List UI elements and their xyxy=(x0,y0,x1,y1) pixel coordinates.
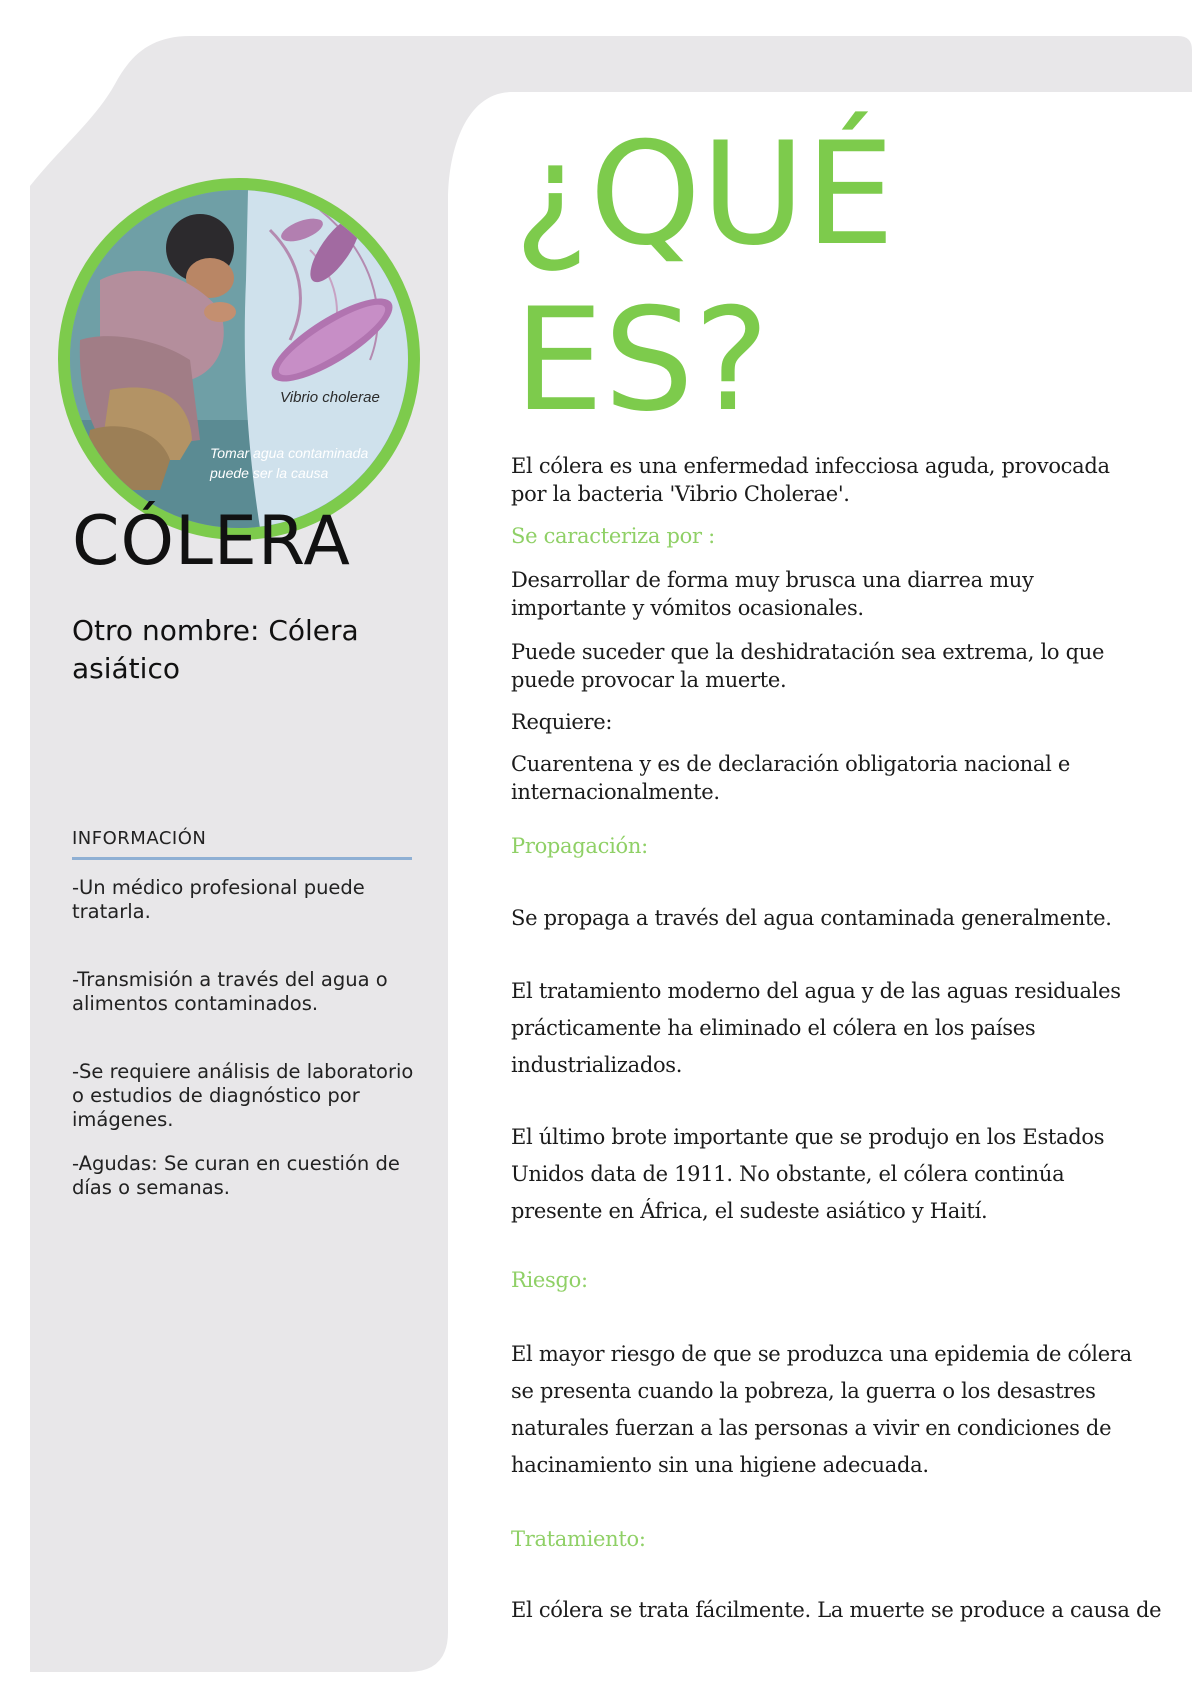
cholera-photo xyxy=(58,178,420,540)
subheading-caracteriza: Se caracteriza por : xyxy=(511,524,715,548)
intro-paragraph: El cólera es una enfermedad infecciosa aguda, provocada por la bacteria 'Vibrio Cholerae'. xyxy=(511,454,1110,506)
info-item: -Transmisión a través del agua o alimentos contaminados. xyxy=(72,968,388,1015)
big-heading-line2: ES? xyxy=(514,278,770,443)
paragraph-requiere: Cuarentena y es de declaración obligatoria nacional e internacionalmente. xyxy=(511,752,1071,804)
info-item: -Se requiere análisis de laboratorio o estudios de diagnóstico por imágenes. xyxy=(72,1060,414,1131)
bacteria-label: Vibrio cholerae xyxy=(280,389,380,406)
paragraph-caracteriza-1: Desarrollar de forma muy brusca una diarrea muy importante y vómitos ocasionales. xyxy=(511,568,1034,620)
paragraph-tratamiento: El cólera se trata fácilmente. La muerte se produce a causa de xyxy=(511,1598,1162,1622)
big-heading-line1: ¿QUÉ xyxy=(514,112,895,277)
paragraph-propagacion-2: El tratamiento moderno del agua y de las aguas residuales prácticamente ha eliminado el cólera en los países industrializados. xyxy=(511,979,1121,1077)
requiere-label: Requiere: xyxy=(511,710,613,734)
paragraph-propagacion-1: Se propaga a través del agua contaminada generalmente. xyxy=(511,906,1112,930)
photo-caption-line1: Tomar agua contaminada xyxy=(210,445,369,461)
subheading-tratamiento: Tratamiento: xyxy=(511,1527,646,1551)
paragraph-propagacion-3: El último brote importante que se produjo en los Estados Unidos data de 1911. No obstante, el cólera continúa presente en África, el sudeste asiático y Haití. xyxy=(511,1125,1105,1223)
info-item: -Un médico profesional puede tratarla. xyxy=(72,876,365,923)
photo-caption-line2: puede ser la causa xyxy=(210,465,329,481)
paragraph-riesgo: El mayor riesgo de que se produzca una epidemia de cólera se presenta cuando la pobreza, la guerra o los desastres naturales fuerzan a las personas a vivir en condiciones de hacinamiento sin una higiene adecuada. xyxy=(511,1342,1132,1477)
info-heading: INFORMACIÓN xyxy=(72,828,412,860)
big-heading xyxy=(514,112,1154,444)
paragraph-caracteriza-2: Puede suceder que la deshidratación sea extrema, lo que puede provocar la muerte. xyxy=(511,640,1105,692)
subheading-propagacion: Propagación: xyxy=(511,834,648,858)
subheading-riesgo: Riesgo: xyxy=(511,1268,588,1292)
document-title: CÓLERA xyxy=(72,502,351,581)
info-item: -Agudas: Se curan en cuestión de días o semanas. xyxy=(72,1152,400,1199)
alternate-name: Otro nombre: Cólera asiático xyxy=(72,614,359,685)
